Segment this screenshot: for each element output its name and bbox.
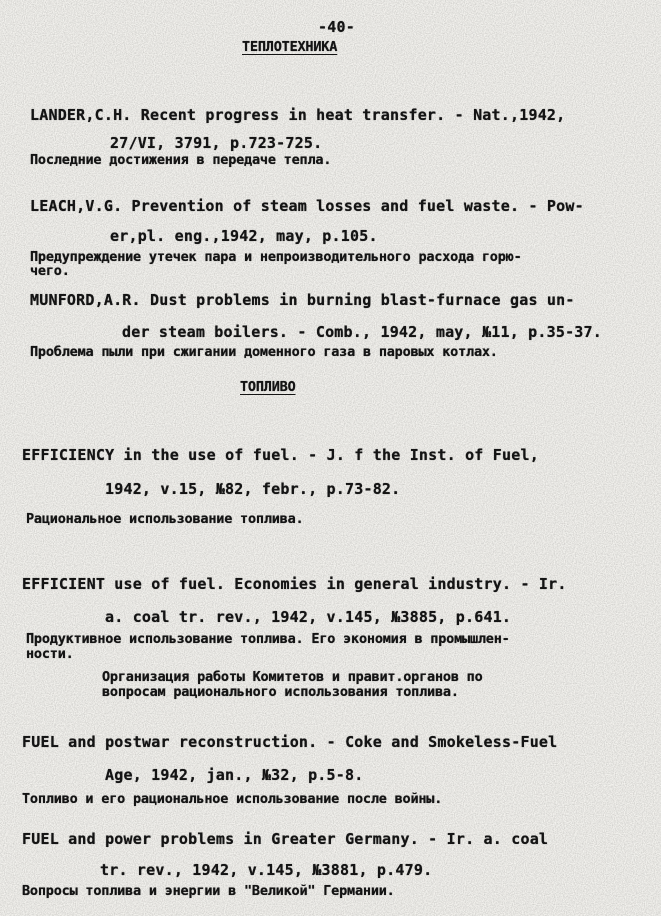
entry-translation: Проблема пыли при сжигании доменного газа в паровых котлах. [30,344,498,360]
entry-translation: Предупреждение утечек пара и непроизводительного расхода горю- [30,249,522,265]
entry-annotation: вопросам рационального использования топлива. [102,684,459,700]
entry-translation: Продуктивное использование топлива. Его экономия в промышлен- [26,631,510,647]
page-number: -40- [318,18,355,36]
entry-citation-line: a. coal tr. rev., 1942, v.145, №3885, p.641. [105,608,512,626]
entry-citation-line: FUEL and power problems in Greater Germany. - Ir. a. coal [22,830,549,848]
entry-citation-line: LEACH,V.G. Prevention of steam losses and fuel waste. - Pow- [30,197,584,215]
entry-annotation: Организация работы Комитетов и правит.органов по [102,669,483,685]
entry-citation-line: 1942, v.15, №82, febr., p.73-82. [105,480,401,498]
section-title-fuel: ТОПЛИВО [240,379,296,395]
entry-citation-line: er,pl. eng.,1942, may, p.105. [110,227,378,245]
entry-citation-line: der steam boilers. - Comb., 1942, may, №11, p.35-37. [122,323,602,341]
entry-translation-continued: чего. [30,263,70,279]
entry-translation: Рациональное использование топлива. [26,511,304,527]
entry-citation-line: FUEL and postwar reconstruction. - Coke and Smokeless-Fuel [22,733,558,751]
entry-citation-line: tr. rev., 1942, v.145, №3881, p.479. [100,861,433,879]
entry-translation: Топливо и его рациональное использование после войны. [22,791,443,807]
entry-translation: Вопросы топлива и энергии в "Великой" Германии. [22,883,395,899]
section-title-heat-engineering: ТЕПЛОТЕХНИКА [242,39,338,55]
entry-citation-line: MUNFORD,A.R. Dust problems in burning blast-furnace gas un- [30,291,575,309]
entry-citation-line: EFFICIENCY in the use of fuel. - J. f the Inst. of Fuel, [22,446,539,464]
entry-citation-line: EFFICIENT use of fuel. Economies in general industry. - Ir. [22,575,567,593]
entry-translation: Последние достижения в передаче тепла. [30,152,332,168]
entry-citation-line: Age, 1942, jan., №32, p.5-8. [105,766,364,784]
entry-citation-line: 27/VI, 3791, p.723-725. [110,134,323,152]
entry-translation-continued: ности. [26,646,74,662]
entry-citation-line: LANDER,C.H. Recent progress in heat transfer. - Nat.,1942, [30,106,566,124]
